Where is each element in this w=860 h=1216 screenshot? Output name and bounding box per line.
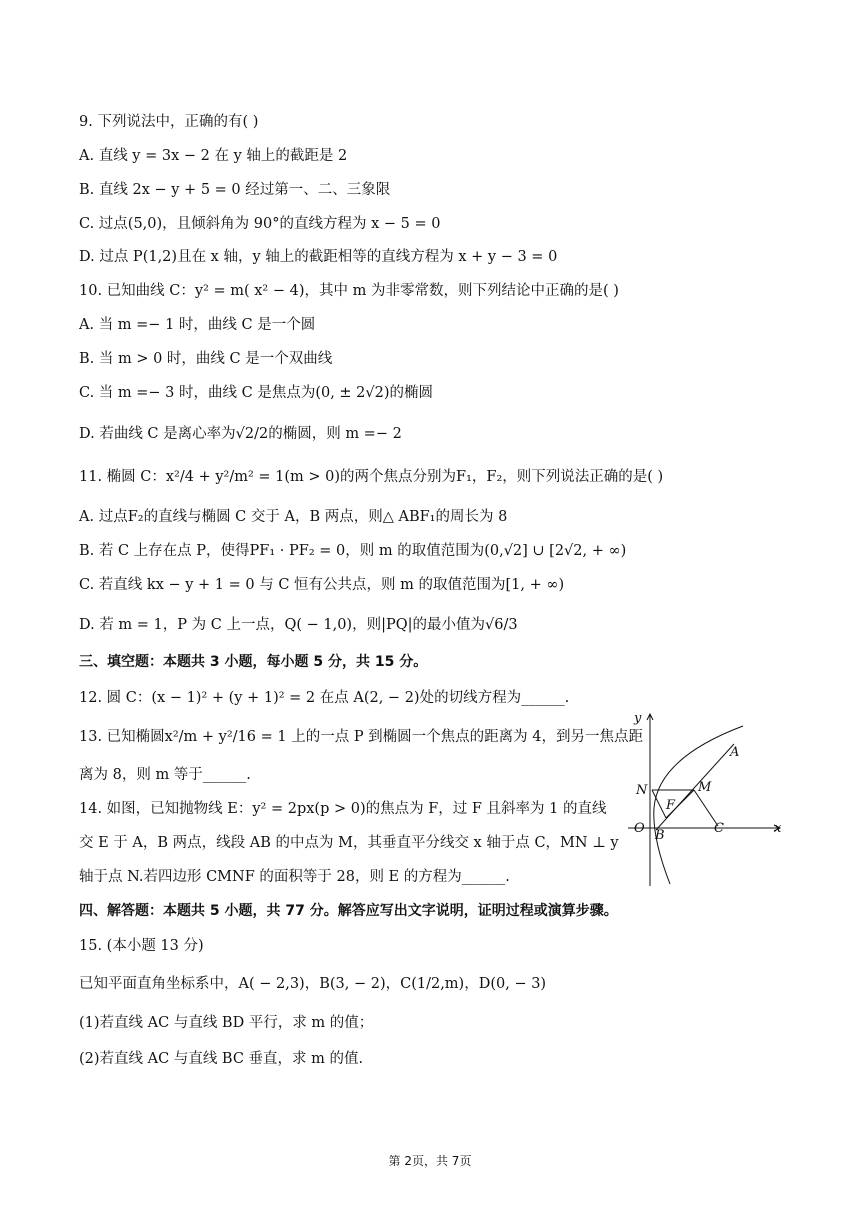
label-y: y	[634, 711, 642, 726]
q11-option-b: B. 若 C 上存在点 P，使得PF₁ · PF₂ = 0，则 m 的取值范围为(0,√2] ∪ [2√2, + ∞)	[79, 543, 627, 559]
q10-option-d: D. 若曲线 C 是离心率为√2/2的椭圆，则 m =− 2	[79, 426, 402, 442]
q11-stem: 11. 椭圆 C：x²/4 + y²/m² = 1(m > 0)的两个焦点分别为F₁，F₂，则下列说法正确的是( )	[79, 469, 664, 485]
section-3-heading: 三、填空题：本题共 3 小题，每小题 5 分，共 15 分。	[79, 654, 428, 670]
q10-option-b: B. 当 m > 0 时，曲线 C 是一个双曲线	[79, 351, 333, 367]
q14-line3: 轴于点 N.若四边形 CMNF 的面积等于 28，则 E 的方程为______.	[79, 869, 510, 885]
label-c: C	[714, 821, 724, 836]
q15-part1: (1)若直线 AC 与直线 BD 平行，求 m 的值；	[79, 1015, 374, 1031]
q15-title: 15. (本小题 13 分)	[79, 938, 204, 954]
q12: 12. 圆 C：(x − 1)² + (y + 1)² = 2 在点 A(2, − 2)处的切线方程为______.	[79, 690, 570, 706]
q9-option-d: D. 过点 P(1,2)且在 x 轴，y 轴上的截距相等的直线方程为 x + y − 3 = 0	[79, 249, 558, 265]
label-x: x	[774, 821, 782, 836]
q14-line1: 14. 如图，已知抛物线 E：y² = 2px(p > 0)的焦点为 F，过 F 且斜率为 1 的直线	[79, 801, 607, 817]
q15-stem: 已知平面直角坐标系中，A( − 2,3)，B(3, − 2)，C(1/2,m)，D(0, − 3)	[79, 976, 547, 992]
q14-line2: 交 E 于 A，B 两点，线段 AB 的中点为 M，其垂直平分线交 x 轴于点 C，MN ⊥ y	[79, 835, 619, 851]
line-ab	[656, 744, 734, 830]
q10-option-c: C. 当 m =− 3 时，曲线 C 是焦点为(0, ± 2√2)的椭圆	[79, 385, 434, 401]
label-n: N	[636, 783, 648, 798]
section-4-heading: 四、解答题：本题共 5 小题，共 77 分。解答应写出文字说明，证明过程或演算步骤。	[79, 903, 618, 919]
q9-option-c: C. 过点(5,0)，且倾斜角为 90°的直线方程为 x − 5 = 0	[79, 216, 441, 232]
label-f: F	[666, 798, 676, 813]
q9-option-b: B. 直线 2x − y + 5 = 0 经过第一、二、三象限	[79, 182, 391, 198]
label-m: M	[698, 780, 712, 795]
q15-part2: (2)若直线 AC 与直线 BC 垂直，求 m 的值.	[79, 1051, 364, 1067]
q9-option-a: A. 直线 y = 3x − 2 在 y 轴上的截距是 2	[79, 148, 348, 164]
label-b: B	[655, 828, 665, 843]
label-o: O	[634, 821, 645, 836]
q13-line1: 13. 已知椭圆x²/m + y²/16 = 1 上的一点 P 到椭圆一个焦点的距离为 4，到另一焦点距	[79, 729, 644, 745]
label-a: A	[730, 745, 740, 760]
q11-option-d: D. 若 m = 1，P 为 C 上一点，Q( − 1,0)，则|PQ|的最小值为√6/3	[79, 617, 518, 633]
parabola-figure	[628, 708, 788, 893]
q11-option-c: C. 若直线 kx − y + 1 = 0 与 C 恒有公共点，则 m 的取值范围为[1, + ∞)	[79, 577, 565, 593]
q10-option-a: A. 当 m =− 1 时，曲线 C 是一个圆	[79, 317, 316, 333]
q11-option-a: A. 过点F₂的直线与椭圆 C 交于 A，B 两点，则△ ABF₁的周长为 8	[79, 509, 508, 525]
q9-stem: 9. 下列说法中，正确的有( )	[79, 114, 259, 130]
page-footer: 第 2页，共 7页	[388, 1154, 472, 1168]
q13-line2: 离为 8，则 m 等于______.	[79, 767, 251, 783]
q10-stem: 10. 已知曲线 C：y² = m( x² − 4)，其中 m 为非零常数，则下列结论中正确的是( )	[79, 283, 619, 299]
